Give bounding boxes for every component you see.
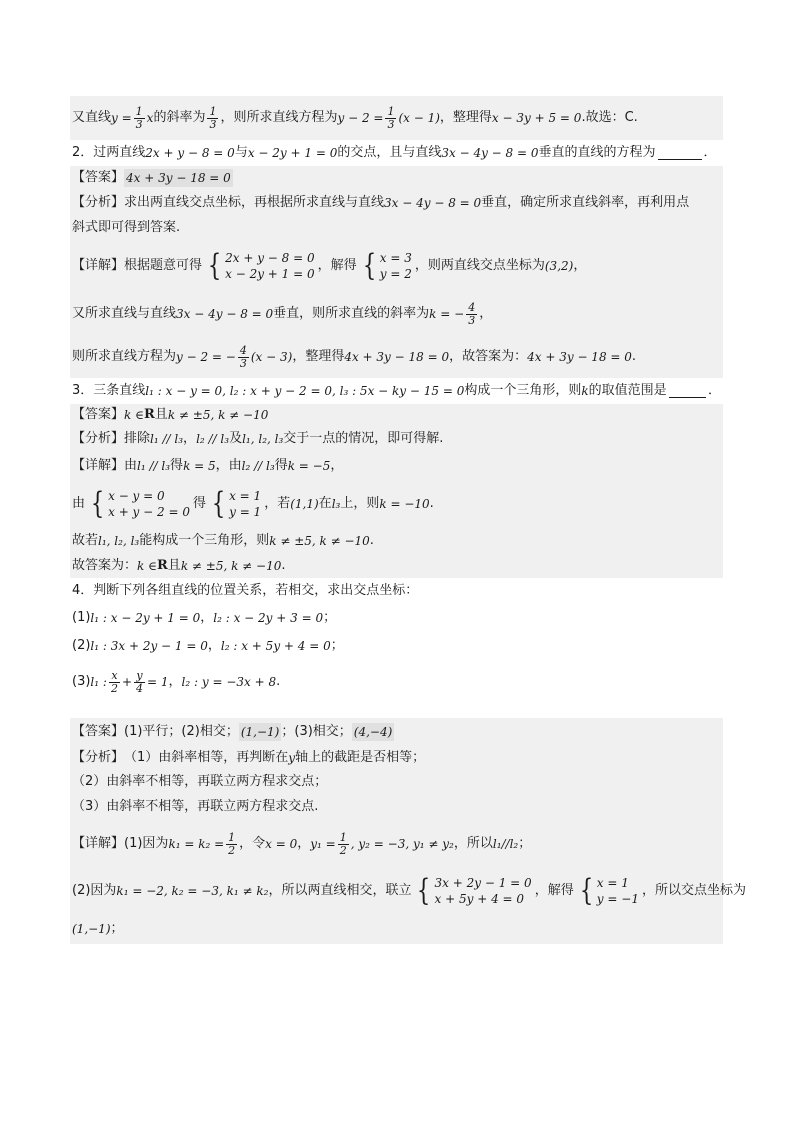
math-text: , y₂ = −3, y₁ ≠ y₂: [350, 837, 454, 851]
fraction: $\frac{1}{2}$: [339, 830, 347, 857]
analysis-row-cont: [70, 216, 723, 240]
text: ，由: [215, 458, 242, 473]
math-text: k = −10: [379, 497, 430, 511]
text: ，则所求直线方程为: [220, 110, 338, 125]
math-text: k ≠ ±5, k ≠ −10: [269, 534, 370, 548]
math-line: 2x + y − 8 = 0: [145, 146, 235, 160]
text: 故若: [72, 533, 99, 548]
answer-row: [70, 166, 723, 190]
equation-system: { 3x + 2y − 1 = 0 x + 5y + 4 = 0: [417, 873, 532, 908]
math-result: 4x + 3y − 18 = 0: [344, 350, 450, 364]
analysis-row: [70, 190, 723, 216]
math-text: = 1: [147, 675, 169, 689]
document-page: [70, 96, 746, 944]
question-4-part-2: [70, 632, 723, 660]
question-4-part-3: [70, 660, 723, 704]
math-x: x: [146, 111, 154, 125]
text: 由: [124, 458, 138, 473]
text: ，所以: [453, 836, 493, 851]
math-text: l₁, l₂, l₃: [98, 534, 140, 548]
text: ．: [707, 383, 721, 398]
text: 又所求直线与直线: [72, 306, 177, 321]
text: .: [429, 496, 434, 511]
text: 与: [234, 145, 248, 160]
math-text: k₁ = −2, k₂ = −3, k₁ ≠ k₂: [116, 884, 269, 898]
text: 能构成一个三角形，则: [139, 533, 270, 548]
math-point: (4,−4): [353, 725, 393, 739]
text: ；: [110, 921, 124, 936]
math-k: k = −: [429, 307, 465, 321]
detail-row-3: [70, 336, 723, 378]
text: 又直线: [72, 110, 112, 125]
text: 由: [72, 496, 86, 511]
detail-tag: 【详解】: [72, 258, 125, 273]
real-set-symbol: R: [156, 558, 168, 573]
answer-row: [70, 404, 723, 426]
math-text: l₂ // l₃: [241, 459, 275, 473]
text: .: [631, 349, 637, 364]
math-line: 3x − 4y − 8 = 0: [441, 146, 539, 160]
text: ，若: [264, 496, 291, 511]
equation-system: { x = 1 y = 1: [211, 486, 262, 521]
answer-blank: [658, 147, 702, 160]
analysis-row-2: [70, 770, 723, 794]
text: (1)平行；(2)相交；: [124, 724, 239, 739]
math-lines: l₁ : x − y = 0, l₂ : x + y − 2 = 0, l₃ : 5x − ky − 15 = 0: [145, 384, 465, 398]
text: 斜式即可得到答案.: [72, 220, 181, 235]
math-k: k: [581, 384, 589, 398]
analysis-tag: 【分析】: [72, 750, 125, 765]
text: 及: [229, 431, 243, 446]
text: ，令: [239, 836, 266, 851]
math-op: +: [121, 675, 132, 689]
question-2: [70, 140, 723, 166]
fraction: $\frac{x}{2}$: [110, 668, 118, 695]
text: 故答案为：: [72, 558, 138, 573]
text: 垂直，则所求直线的斜率为: [273, 306, 430, 321]
text: 判断下列各组直线的位置关系，若相交，求出交点坐标：: [93, 583, 419, 598]
text: ，: [479, 306, 493, 321]
text: 的斜率为: [153, 110, 206, 125]
math-line: l₁ : 3x + 2y − 1 = 0: [90, 639, 208, 653]
answer-tag: 【答案】: [72, 170, 125, 185]
text: ，解得: [317, 258, 357, 273]
math-text: y: [288, 751, 296, 765]
text: ，则两直线交点坐标为: [414, 258, 545, 273]
text: （1）由斜率相等，再判断在: [124, 750, 289, 765]
text: (1)因为: [124, 836, 169, 851]
spacer: [70, 704, 723, 718]
text: 得: [170, 458, 184, 473]
answer-tag: 【答案】: [72, 724, 125, 739]
text: 上，则: [340, 496, 380, 511]
math-text: k = 5: [183, 459, 216, 473]
fraction: $\frac{1}{3}$: [135, 104, 143, 131]
text: 在: [318, 496, 332, 511]
text: 垂直，确定所求直线斜率，再利用点: [481, 195, 690, 210]
text: 求出两直线交点坐标，再根据所求直线与直线: [124, 195, 385, 210]
math-text: l₁, l₂, l₃: [242, 432, 284, 446]
text: 构成一个三角形，则: [464, 383, 582, 398]
detail-row-2: [70, 292, 723, 336]
math-line: l₁ : x − 2y + 1 = 0: [90, 611, 201, 625]
math-line: l₁ :: [90, 675, 107, 689]
math-result: x − 3y + 5 = 0: [491, 111, 582, 125]
text: .: [369, 533, 374, 548]
math-text: x = 0: [265, 837, 298, 851]
text: 且: [154, 407, 168, 422]
detail-row-4: [70, 554, 723, 578]
math-eq: (x − 3): [250, 350, 293, 364]
math-text: l₁ // l₃: [137, 459, 171, 473]
fraction: $\frac{1}{3}$: [209, 104, 217, 131]
text: ，整理得: [439, 110, 492, 125]
math-text: l₁ // l₃: [150, 432, 184, 446]
fraction: $\frac{4}{3}$: [468, 300, 476, 327]
text: 交于一点的情况，即可得解.: [283, 431, 444, 446]
text: 轴上的截距是否相等；: [295, 750, 426, 765]
fraction: $\frac{1}{2}$: [228, 830, 236, 857]
math-line: l₂ : y = −3x + 8: [181, 675, 277, 689]
text: ，解得: [534, 883, 574, 898]
detail-row-3: [70, 528, 723, 554]
text: 则所求直线方程为: [72, 349, 177, 364]
math-text: k ∈: [137, 559, 157, 573]
text: ；(3)相交；: [281, 724, 352, 739]
question-3: [70, 378, 723, 404]
text: ；: [518, 836, 532, 851]
text: ，所以两直线相交，联立: [268, 883, 412, 898]
part-label: (1): [72, 610, 91, 625]
text: ，: [207, 638, 221, 653]
text: 且: [167, 558, 181, 573]
detail-row-2: [70, 480, 723, 528]
equation-system: { x = 1 y = −1: [579, 873, 639, 908]
math-text: k ≠ ±5, k ≠ −10: [167, 408, 269, 422]
math-text: l₃: [331, 497, 341, 511]
text: ，所以交点坐标为: [641, 883, 746, 898]
question-4-part-1: [70, 604, 723, 632]
question-number: 2．: [72, 145, 94, 160]
prev-solution-row: [70, 96, 723, 140]
math-text: l₁//l₂: [492, 837, 519, 851]
equation-system: { x − y = 0 x + y − 2 = 0: [90, 486, 190, 521]
fraction: $\frac{y}{4}$: [136, 668, 143, 695]
detail-row: [70, 452, 723, 480]
text: (2)因为: [72, 883, 117, 898]
math-line: l₂ : x + 5y + 4 = 0: [220, 639, 331, 653]
analysis-row: [70, 746, 723, 770]
text: 排除: [124, 431, 151, 446]
fraction: $\frac{4}{3}$: [239, 343, 247, 370]
analysis-row: [70, 426, 723, 452]
text: 垂直的直线的方程为: [538, 145, 656, 160]
math-line: l₂ : x − 2y + 3 = 0: [213, 611, 324, 625]
detail-tag: 【详解】: [72, 458, 125, 473]
question-number: 3．: [72, 383, 94, 398]
answer-tag: 【答案】: [72, 407, 125, 422]
text: 根据题意可得: [124, 258, 203, 273]
text: 的取值范围是: [588, 383, 667, 398]
text: ．: [703, 145, 717, 160]
math-eq: y − 2 =: [337, 111, 384, 125]
math-answer: 4x + 3y − 18 = 0: [527, 350, 632, 364]
text: ；: [323, 610, 337, 625]
fraction: $\frac{1}{3}$: [387, 104, 395, 131]
math-text: k = −5: [287, 459, 331, 473]
question-4: [70, 578, 723, 604]
question-number: 4．: [72, 583, 94, 598]
text: .: [276, 674, 281, 689]
text: （3）由斜率不相等，再联立两方程求交点.: [72, 799, 319, 814]
math-eq: (x − 1): [398, 111, 440, 125]
math-point: (1,−1): [72, 922, 111, 936]
text: 三条直线: [93, 383, 146, 398]
text: ，: [200, 610, 214, 625]
detail-row: [70, 820, 723, 868]
text: .故选：C.: [581, 110, 638, 125]
text: 得: [192, 496, 206, 511]
math-line: y =: [111, 111, 132, 125]
math-point: (1,1): [290, 497, 319, 511]
text: 过两直线: [93, 145, 146, 160]
math-text: k₁ = k₂ =: [168, 837, 225, 851]
math-text: k ∈: [124, 408, 144, 422]
math-point: (3,2): [544, 259, 574, 273]
math-text: l₂ // l₃: [196, 432, 230, 446]
part-label: (3): [72, 674, 91, 689]
part-label: (2): [72, 638, 91, 653]
math-line: 3x − 4y − 8 = 0: [176, 307, 274, 321]
text: （2）由斜率不相等，再联立两方程求交点；: [72, 774, 328, 789]
text: ，: [183, 431, 197, 446]
text: ，: [297, 836, 311, 851]
text: .: [281, 558, 286, 573]
equation-system: { 2x + y − 8 = 0 x − 2y + 1 = 0: [207, 248, 315, 283]
detail-row: [70, 240, 723, 292]
text: ，整理得: [292, 349, 345, 364]
text: ，故答案为：: [449, 349, 528, 364]
answer-blank: [669, 385, 706, 398]
detail-row-2: [70, 868, 746, 914]
math-line: x − 2y + 1 = 0: [247, 146, 338, 160]
real-set-symbol: R: [143, 407, 155, 422]
text: ，: [168, 674, 182, 689]
text: 得: [274, 458, 288, 473]
math-text: y₁ =: [310, 837, 336, 851]
math-text: k ≠ ±5, k ≠ −10: [180, 559, 282, 573]
analysis-tag: 【分析】: [72, 195, 125, 210]
math-point: (1,−1): [240, 725, 280, 739]
analysis-row-3: [70, 794, 723, 820]
text: 的交点，且与直线: [337, 145, 442, 160]
analysis-tag: 【分析】: [72, 431, 125, 446]
math-eq: y − 2 = −: [176, 350, 236, 364]
math-line: 3x − 4y − 8 = 0: [384, 196, 482, 210]
text: ；: [330, 638, 344, 653]
text: ，: [330, 458, 344, 473]
answer-value: 4x + 3y − 18 = 0: [126, 171, 231, 185]
detail-row-3: [70, 914, 723, 944]
answer-row: [70, 718, 723, 746]
equation-system: { x = 3 y = 2: [362, 248, 412, 283]
detail-tag: 【详解】: [72, 836, 125, 851]
text: ，: [573, 258, 587, 273]
